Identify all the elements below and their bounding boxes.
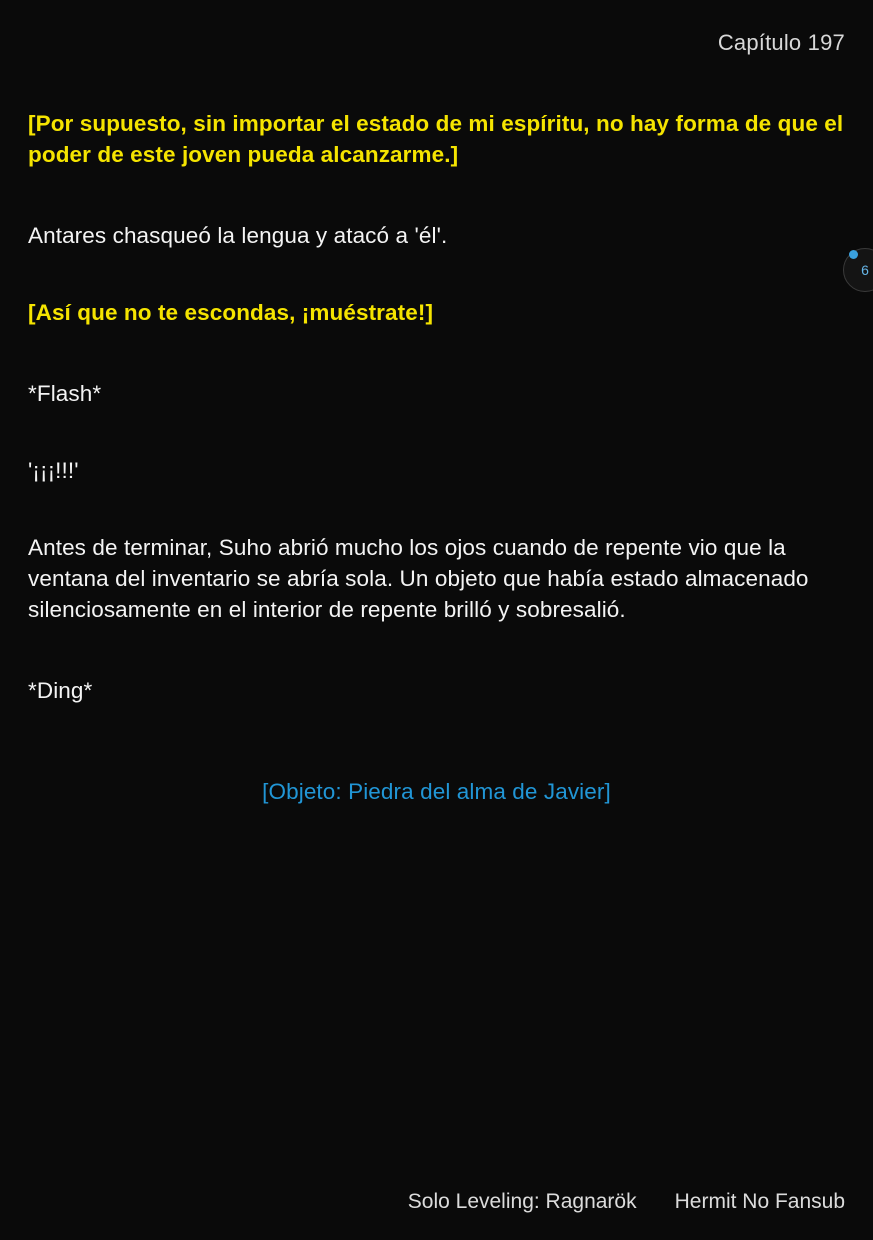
fansub-credit: Hermit No Fansub: [674, 1190, 845, 1213]
page-footer: [0, 1190, 845, 1214]
paragraph-narration-1: Antares chasqueó la lengua y atacó a 'él'.: [28, 223, 448, 249]
paragraph-system-2: [Así que no te escondas, ¡muéstrate!]: [28, 300, 434, 326]
comment-count-badge[interactable]: [843, 248, 873, 292]
chapter-content: [28, 108, 845, 808]
paragraph-narration-2: Antes de terminar, Suho abrió mucho los ojos cuando de repente vio que la ventana del inventario se abría sola. Un objeto que había estado almacenado silenciosamente en el interior de repente brilló y sobresalió.: [28, 535, 809, 623]
chapter-label: Capítulo 197: [717, 30, 845, 55]
paragraph-system-1: [Por supuesto, sin importar el estado de mi espíritu, no hay forma de que el poder de este joven pueda alcanzarme.]: [28, 111, 844, 168]
notification-dot: [849, 250, 858, 259]
item-notice: [Objeto: Piedra del alma de Javier]: [262, 779, 611, 805]
paragraph-sfx-flash: *Flash*: [28, 381, 102, 407]
paragraph-sfx-ding: *Ding*: [28, 678, 93, 704]
paragraph-dialogue-exclamation: '¡¡¡!!!': [28, 458, 79, 484]
series-title: Solo Leveling: Ragnarök: [407, 1190, 637, 1213]
comment-count-label: 6: [861, 262, 869, 278]
